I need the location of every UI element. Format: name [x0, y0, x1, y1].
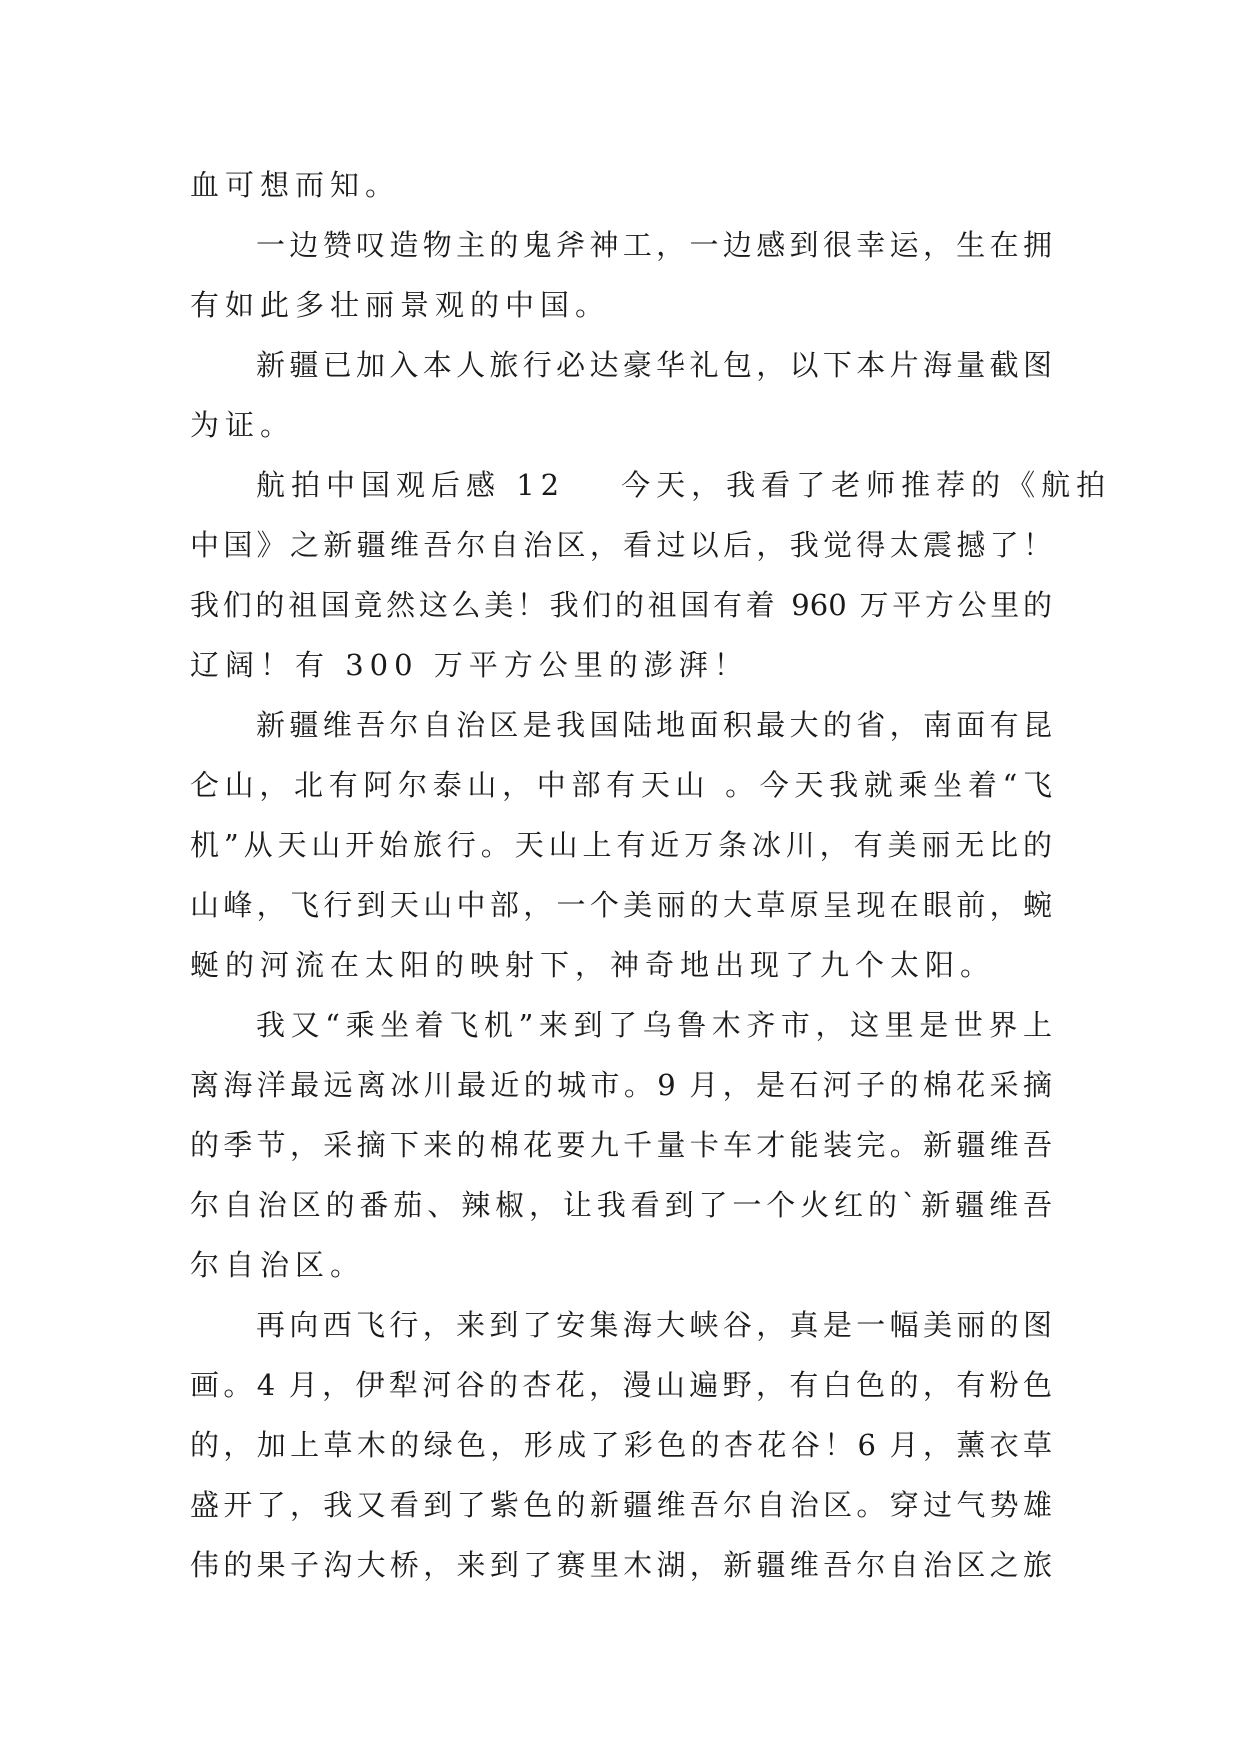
section-heading: 航拍中国观后感 12 — [256, 468, 566, 502]
text-line: 离海洋最远离冰川最近的城市。9 月，是石河子的棉花采摘 — [190, 1068, 1052, 1102]
text-line: 为证。 — [190, 408, 296, 442]
text-line: 蜒的河流在太阳的映射下，神奇地出现了九个太阳。 — [190, 948, 996, 982]
text-line: 辽阔！有 300 万平方公里的澎湃！ — [190, 648, 749, 682]
text-line: 尔自治区的番茄、辣椒，让我看到了一个火红的`新疆维吾 — [190, 1188, 1052, 1222]
paragraph-start-line: 再向西飞行，来到了安集海大峡谷，真是一幅美丽的图 — [256, 1308, 1052, 1342]
paragraph-start-line: 我又“乘坐着飞机”来到了乌鲁木齐市，这里是世界上 — [256, 1008, 1052, 1042]
text-line: 山峰，飞行到天山中部，一个美丽的大草原呈现在眼前，蜿 — [190, 888, 1052, 922]
text-line: 中国》之新疆维吾尔自治区，看过以后，我觉得太震撼了！ — [190, 528, 1052, 562]
document-page — [190, 155, 1112, 1595]
text-line: 画。4 月，伊犁河谷的杏花，漫山遍野，有白色的，有粉色 — [190, 1368, 1052, 1402]
paragraph-start-line: 一边赞叹造物主的鬼斧神工，一边感到很幸运，生在拥 — [256, 228, 1052, 262]
section-heading-line — [190, 455, 1112, 515]
heading-continuation: 今天，我看了老师推荐的《航拍 — [621, 468, 1112, 502]
text-line: 伟的果子沟大桥，来到了赛里木湖，新疆维吾尔自治区之旅 — [190, 1548, 1052, 1582]
paragraph-start-line: 新疆维吾尔自治区是我国陆地面积最大的省，南面有昆 — [256, 708, 1052, 742]
text-line: 盛开了，我又看到了紫色的新疆维吾尔自治区。穿过气势雄 — [190, 1488, 1052, 1522]
text-line: 的季节，采摘下来的棉花要九千量卡车才能装完。新疆维吾 — [190, 1128, 1052, 1162]
text-line: 血可想而知。 — [190, 168, 401, 202]
text-line: 尔自治区。 — [190, 1248, 366, 1282]
paragraph-start-line: 新疆已加入本人旅行必达豪华礼包，以下本片海量截图 — [256, 348, 1052, 382]
text-line: 我们的祖国竟然这么美！我们的祖国有着 960 万平方公里的 — [190, 588, 1052, 622]
text-line: 有如此多壮丽景观的中国。 — [190, 288, 611, 322]
text-line: 机”从天山开始旅行。天山上有近万条冰川，有美丽无比的 — [190, 828, 1052, 862]
text-line: 的，加上草木的绿色，形成了彩色的杏花谷！6 月，薰衣草 — [190, 1428, 1052, 1462]
text-line: 仑山，北有阿尔泰山，中部有天山 。今天我就乘坐着“飞 — [190, 768, 1052, 802]
